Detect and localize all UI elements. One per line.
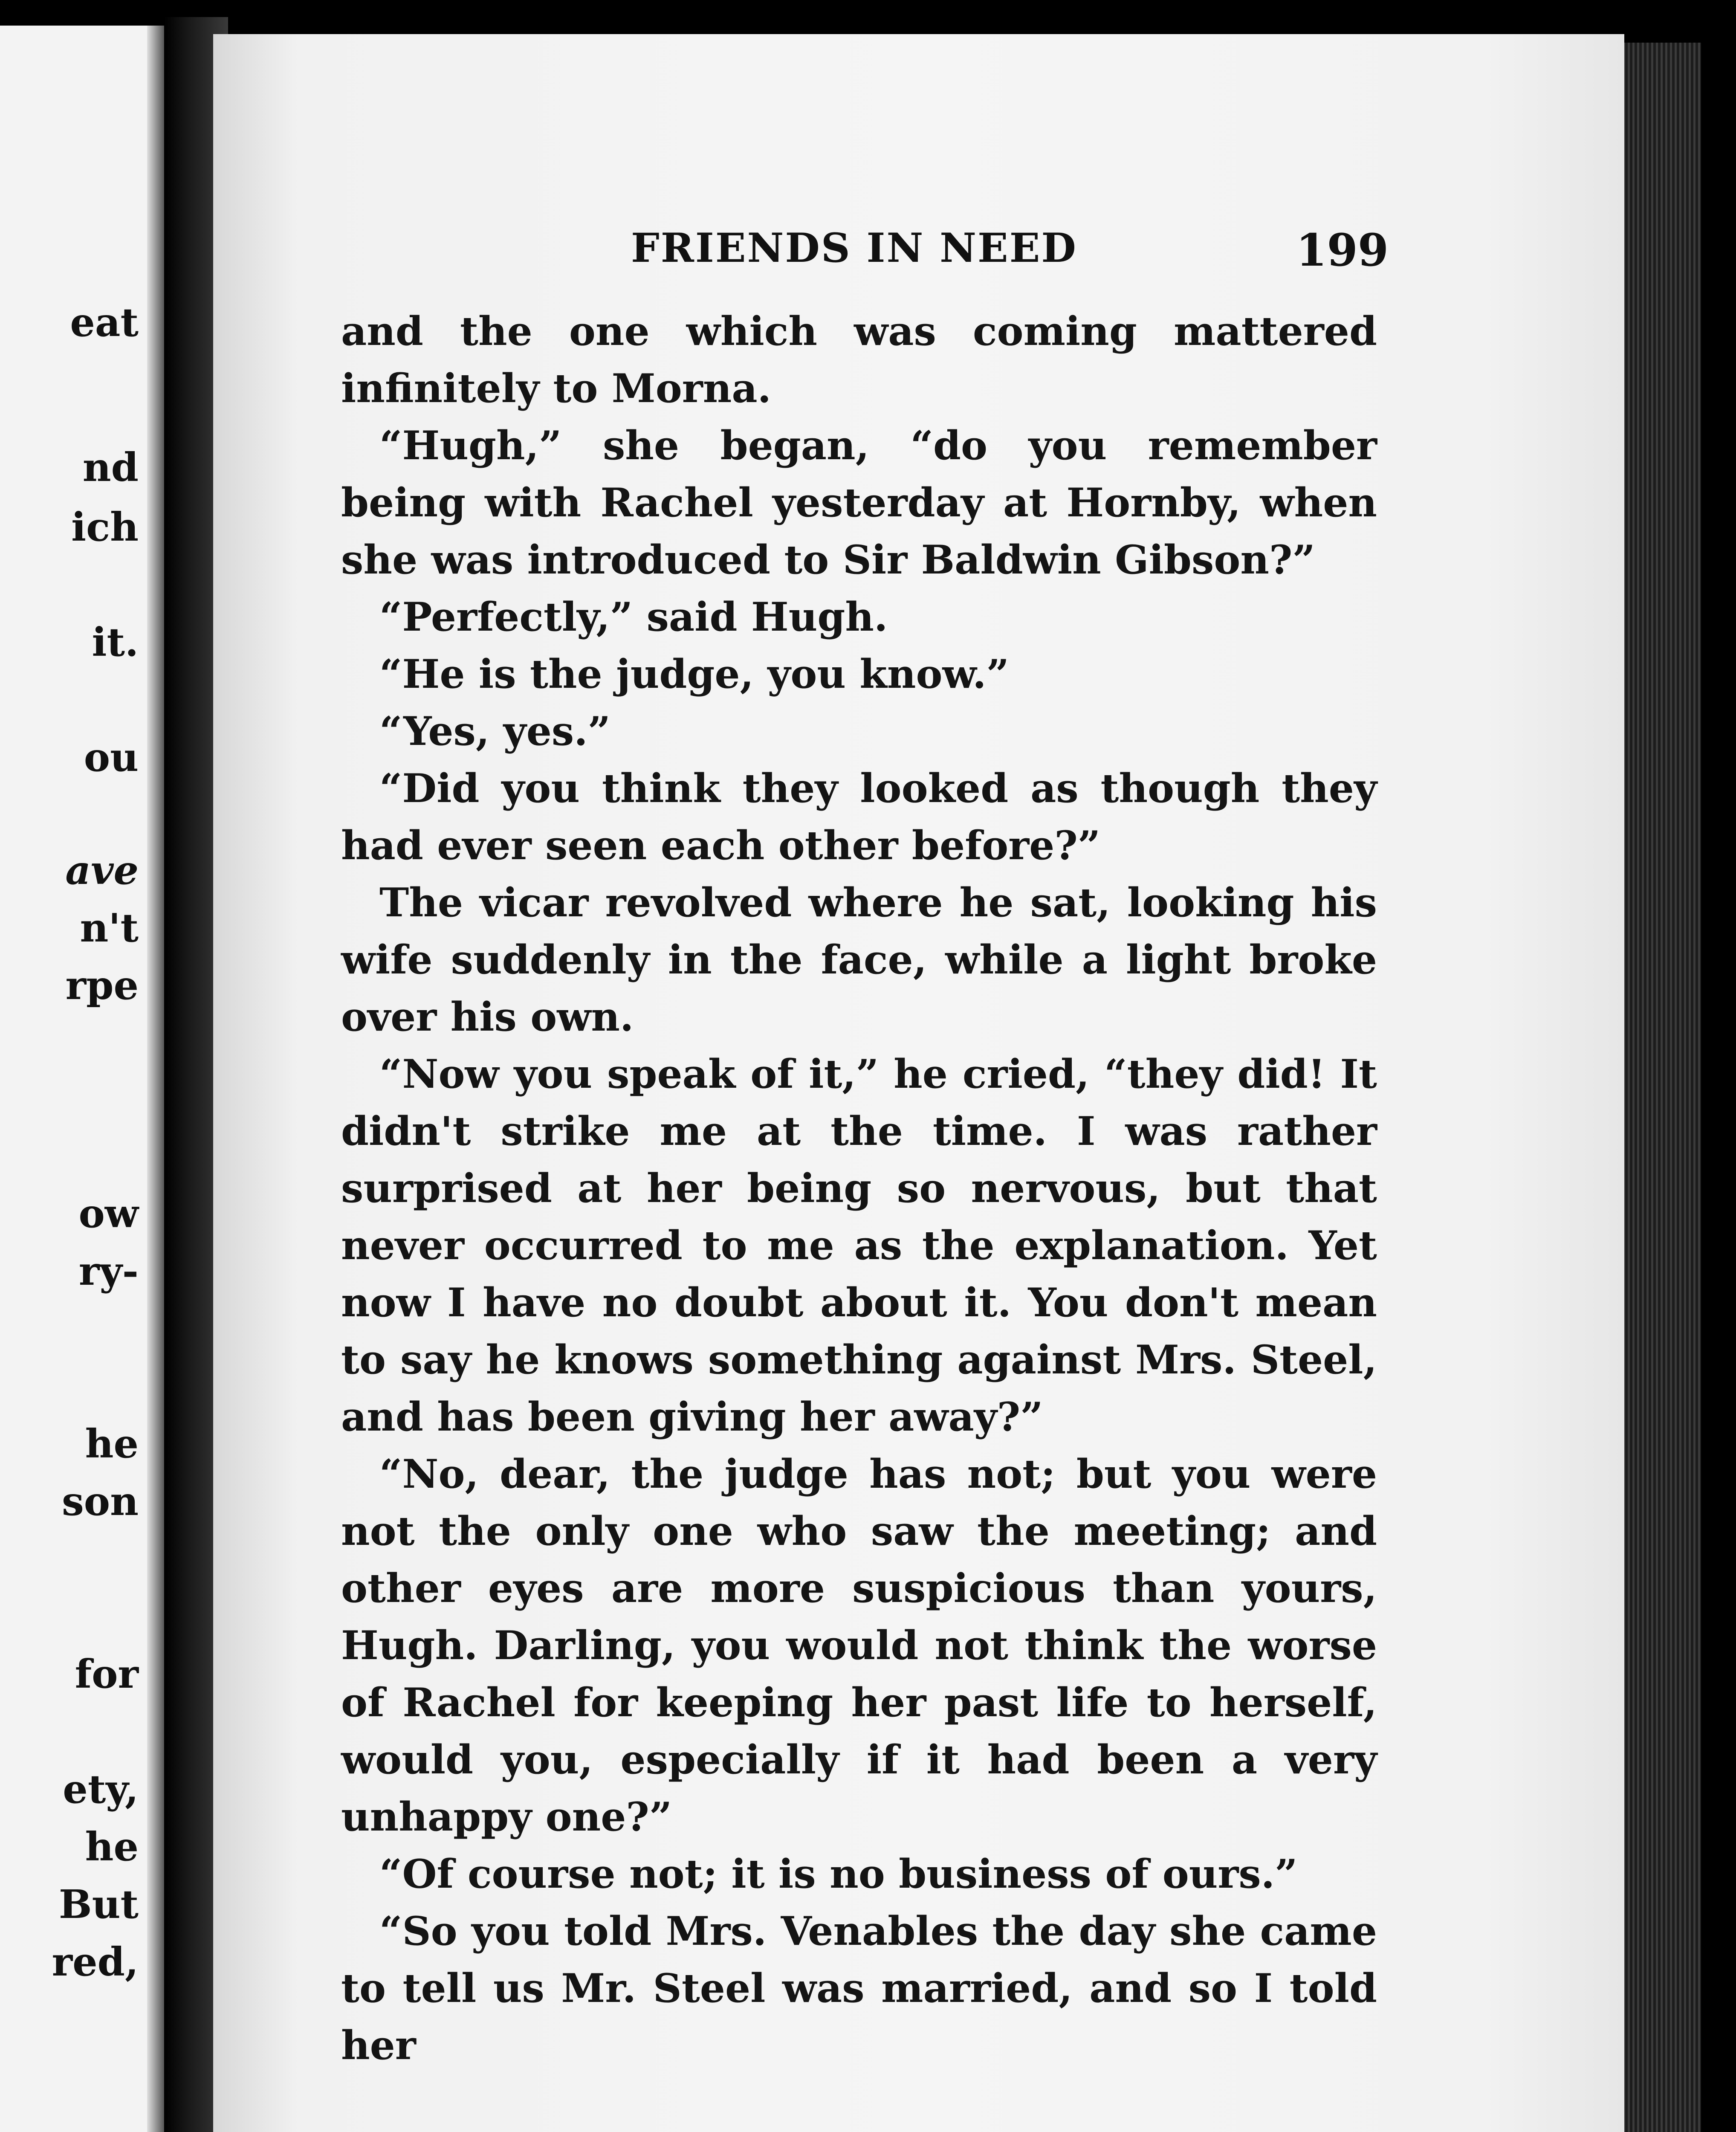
left-page-fragment: But xyxy=(58,1881,139,1927)
left-page-fragment: ave xyxy=(65,847,139,893)
paragraph: “Now you speak of it,” he cried, “they did! It didn't strike me at the time. I was rather surprised at her being so nervous, but that never occurred to me as the explanation. Yet now I have no doubt about it. You don't mean to say he knows something against Mrs. Steel, and has been giving her away?” xyxy=(341,1051,1377,1440)
paragraph: “Hugh,” she began, “do you remember being with Rachel yesterday at Hornby, when she was introduced to Sir Baldwin Gibson?” xyxy=(341,422,1377,583)
paragraph: and the one which was coming mattered infinitely to Morna. xyxy=(341,308,1377,411)
paragraph: “He is the judge, you know.” xyxy=(379,651,1010,697)
left-page-fragment: son xyxy=(61,1478,139,1524)
left-page-fragment: eat xyxy=(70,299,139,345)
left-page-fragment: red, xyxy=(52,1939,139,1985)
left-page-fragment: rpe xyxy=(65,962,139,1008)
page-edges xyxy=(1616,43,1701,2132)
paragraph: “Yes, yes.” xyxy=(379,708,611,754)
left-page-fragment: ich xyxy=(71,504,139,550)
paragraph: “Did you think they looked as though they had ever seen each other before?” xyxy=(341,765,1377,869)
paragraph: The vicar revolved where he sat, looking his wife suddenly in the face, while a light broke over his own. xyxy=(341,879,1377,1040)
paragraph: “Of course not; it is no business of ours.” xyxy=(379,1851,1298,1897)
left-page-fragment: ry- xyxy=(78,1248,139,1294)
left-page-fragment: nd xyxy=(82,444,139,490)
paragraph: “No, dear, the judge has not; but you were not the only one who saw the meeting; and other eyes are more suspicious than yours, Hugh. Darling, you would not think the worse of Rachel for keeping her past life to herself, would you, especially if it had been a very unhappy one?” xyxy=(341,1451,1377,1840)
left-page-fragment: n't xyxy=(80,905,139,951)
left-page-fragment: ety, xyxy=(63,1766,139,1812)
left-page-fragment: it. xyxy=(92,619,139,665)
body-text xyxy=(341,303,1377,2074)
left-page-fragment: he xyxy=(85,1421,139,1467)
paragraph: “Perfectly,” said Hugh. xyxy=(379,594,888,640)
left-page-fragment: ow xyxy=(78,1191,139,1237)
left-page-fragment: he xyxy=(85,1824,139,1870)
page-number: 199 xyxy=(1296,224,1389,276)
running-head-title: FRIENDS IN NEED xyxy=(631,225,1077,272)
left-page-fragment: for xyxy=(75,1651,139,1697)
left-page-fragment: ou xyxy=(84,734,139,780)
book-page xyxy=(213,34,1624,2132)
previous-page-sliver xyxy=(0,26,164,2132)
paragraph: “So you told Mrs. Venables the day she came to tell us Mr. Steel was married, and so I told her xyxy=(341,1908,1377,2068)
